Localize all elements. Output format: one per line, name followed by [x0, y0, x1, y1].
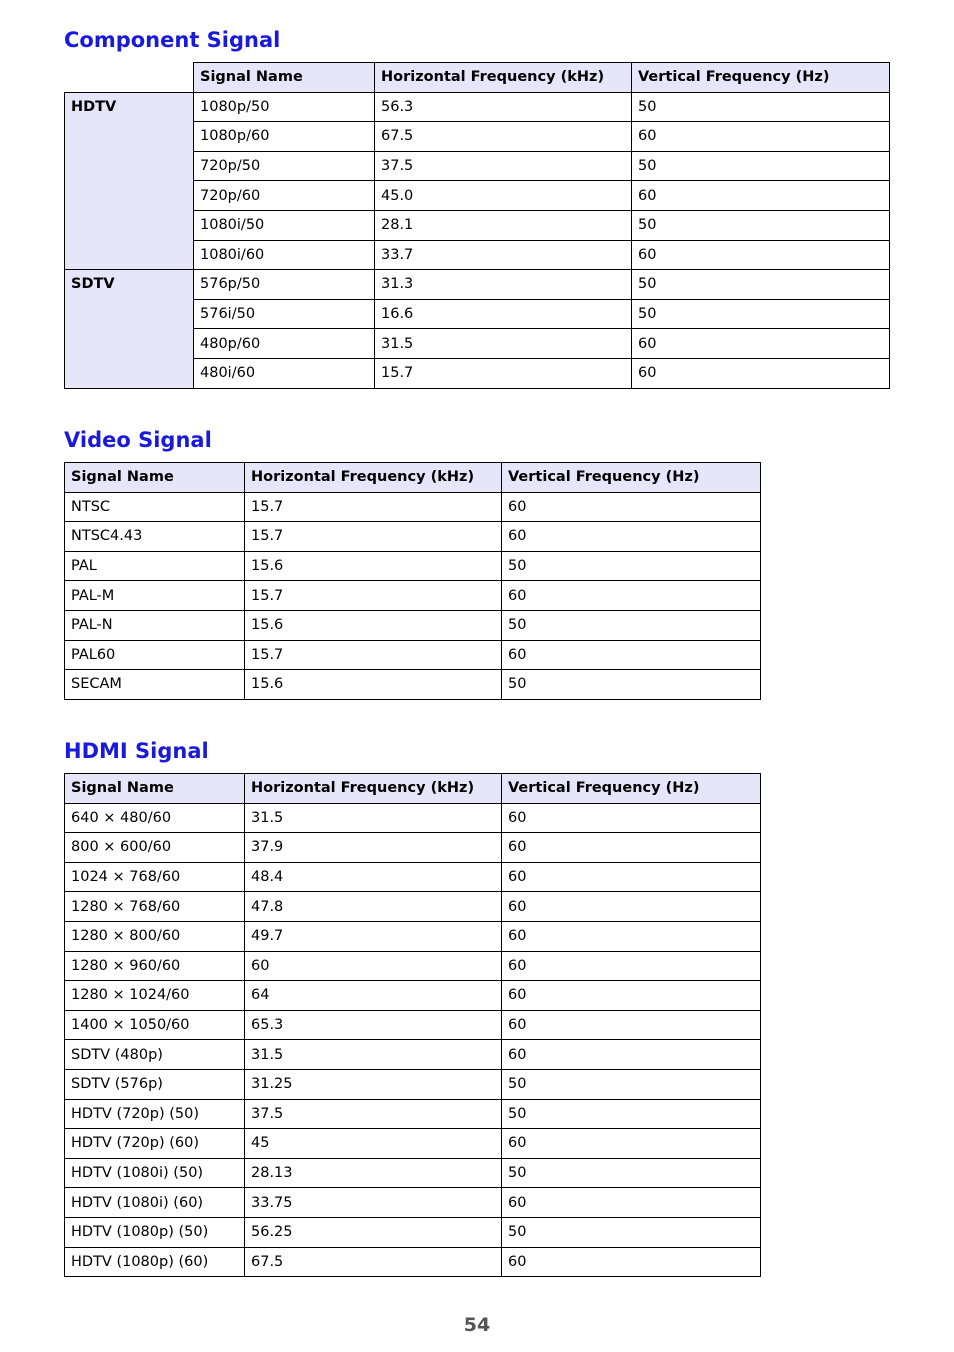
table-cell: 576i/50 — [194, 299, 375, 329]
table-cell: 65.3 — [245, 1010, 502, 1040]
table-row — [65, 581, 761, 611]
column-header: Signal Name — [65, 463, 245, 493]
table-cell: 15.6 — [245, 551, 502, 581]
table-row — [65, 951, 761, 981]
table-cell: HDTV (720p) (50) — [65, 1099, 245, 1129]
table-cell: 640 × 480/60 — [65, 803, 245, 833]
table-cell: NTSC — [65, 492, 245, 522]
table-cell: 60 — [502, 892, 761, 922]
column-header: Horizontal Frequency (kHz) — [245, 774, 502, 804]
table-row — [65, 1247, 761, 1277]
table-cell: 60 — [502, 1040, 761, 1070]
table-row — [65, 670, 761, 700]
table-cell: 28.13 — [245, 1158, 502, 1188]
table-cell: 50 — [632, 151, 890, 181]
table-cell: 15.7 — [245, 492, 502, 522]
table-cell: 31.5 — [375, 329, 632, 359]
table-cell: 37.9 — [245, 833, 502, 863]
table-row — [65, 921, 761, 951]
table-row — [65, 1158, 761, 1188]
table-cell: HDTV (1080p) (50) — [65, 1217, 245, 1247]
table-cell: 1280 × 960/60 — [65, 951, 245, 981]
table-row — [65, 1188, 761, 1218]
table-row — [65, 270, 890, 300]
table-cell: 60 — [502, 1129, 761, 1159]
table-cell: 1400 × 1050/60 — [65, 1010, 245, 1040]
table-cell: 15.6 — [245, 610, 502, 640]
column-header: Horizontal Frequency (kHz) — [245, 463, 502, 493]
table-cell: 15.7 — [245, 640, 502, 670]
column-header: Vertical Frequency (Hz) — [502, 774, 761, 804]
table-row — [65, 803, 761, 833]
table-cell: 50 — [502, 551, 761, 581]
table-cell: 1280 × 1024/60 — [65, 981, 245, 1011]
table-cell: SDTV (480p) — [65, 1040, 245, 1070]
table-cell: 480p/60 — [194, 329, 375, 359]
table-cell: 60 — [502, 492, 761, 522]
signal-group-label: SDTV — [65, 270, 194, 388]
hdmi-signal-table — [64, 773, 761, 1277]
table-cell: 15.7 — [375, 358, 632, 388]
table-cell: 50 — [632, 299, 890, 329]
table-cell: PAL60 — [65, 640, 245, 670]
table-row — [65, 981, 761, 1011]
table-cell: 1280 × 800/60 — [65, 921, 245, 951]
table-cell: 60 — [502, 921, 761, 951]
table-cell: 60 — [502, 1010, 761, 1040]
table-cell: 60 — [502, 1247, 761, 1277]
table-cell: 45.0 — [375, 181, 632, 211]
table-cell: 50 — [502, 1158, 761, 1188]
table-cell: 50 — [632, 210, 890, 240]
table-cell: 480i/60 — [194, 358, 375, 388]
table-cell: 37.5 — [245, 1099, 502, 1129]
table-cell: 33.7 — [375, 240, 632, 270]
table-cell: 50 — [502, 610, 761, 640]
table-cell: 45 — [245, 1129, 502, 1159]
column-header: Signal Name — [194, 63, 375, 93]
table-cell: PAL — [65, 551, 245, 581]
table-row — [65, 92, 890, 122]
hdmi-signal-title: HDMI Signal — [64, 739, 209, 763]
table-cell: 15.6 — [245, 670, 502, 700]
table-cell: 56.25 — [245, 1217, 502, 1247]
table-cell: 1024 × 768/60 — [65, 862, 245, 892]
table-cell: 50 — [502, 1099, 761, 1129]
table-cell: 28.1 — [375, 210, 632, 240]
table-cell: 60 — [632, 358, 890, 388]
table-cell: 1080i/50 — [194, 210, 375, 240]
table-cell: 31.25 — [245, 1069, 502, 1099]
table-row — [65, 1129, 761, 1159]
page-number: 54 — [463, 1314, 491, 1336]
column-header: Vertical Frequency (Hz) — [632, 63, 890, 93]
column-header: Signal Name — [65, 774, 245, 804]
component-signal-title: Component Signal — [64, 28, 281, 52]
table-cell: 60 — [502, 862, 761, 892]
table-cell: 60 — [502, 522, 761, 552]
table-cell: 720p/50 — [194, 151, 375, 181]
table-cell: 1280 × 768/60 — [65, 892, 245, 922]
table-row — [65, 610, 761, 640]
table-cell: 800 × 600/60 — [65, 833, 245, 863]
table-cell: 50 — [632, 92, 890, 122]
table-cell: 60 — [502, 833, 761, 863]
table-cell: 67.5 — [245, 1247, 502, 1277]
table-row — [65, 1040, 761, 1070]
table-cell: 1080p/50 — [194, 92, 375, 122]
table-cell: 31.5 — [245, 1040, 502, 1070]
table-row — [65, 1010, 761, 1040]
table-row — [65, 1099, 761, 1129]
table-cell: 60 — [502, 981, 761, 1011]
table-cell: 60 — [502, 951, 761, 981]
table-cell: 50 — [632, 270, 890, 300]
table-row — [65, 1217, 761, 1247]
table-cell: 16.6 — [375, 299, 632, 329]
component-signal-body — [65, 92, 890, 388]
video-signal-table — [64, 462, 761, 700]
table-cell: HDTV (1080p) (60) — [65, 1247, 245, 1277]
table-cell: 50 — [502, 670, 761, 700]
table-cell: 64 — [245, 981, 502, 1011]
table-cell: 720p/60 — [194, 181, 375, 211]
table-cell: 576p/50 — [194, 270, 375, 300]
table-row — [65, 1069, 761, 1099]
table-cell: 15.7 — [245, 522, 502, 552]
table-row — [65, 492, 761, 522]
table-cell: 60 — [632, 329, 890, 359]
hdmi-signal-body — [65, 803, 761, 1277]
table-row — [65, 833, 761, 863]
table-cell: PAL-M — [65, 581, 245, 611]
table-cell: 50 — [502, 1217, 761, 1247]
table-header-row — [65, 63, 890, 93]
table-cell: 60 — [632, 122, 890, 152]
table-cell: 49.7 — [245, 921, 502, 951]
table-cell: 37.5 — [375, 151, 632, 181]
component-signal-table — [64, 62, 890, 389]
table-cell: 60 — [502, 803, 761, 833]
table-row — [65, 551, 761, 581]
table-cell: SECAM — [65, 670, 245, 700]
empty-corner-cell — [65, 63, 194, 93]
table-cell: 60 — [632, 181, 890, 211]
column-header: Horizontal Frequency (kHz) — [375, 63, 632, 93]
table-cell: 60 — [502, 581, 761, 611]
table-row — [65, 892, 761, 922]
table-cell: 60 — [632, 240, 890, 270]
table-cell: SDTV (576p) — [65, 1069, 245, 1099]
table-cell: 33.75 — [245, 1188, 502, 1218]
table-row — [65, 862, 761, 892]
table-cell: 31.5 — [245, 803, 502, 833]
table-cell: 15.7 — [245, 581, 502, 611]
table-cell: 31.3 — [375, 270, 632, 300]
table-cell: HDTV (1080i) (60) — [65, 1188, 245, 1218]
table-header-row — [65, 463, 761, 493]
signal-group-label: HDTV — [65, 92, 194, 270]
table-header-row — [65, 774, 761, 804]
table-cell: NTSC4.43 — [65, 522, 245, 552]
table-cell: PAL-N — [65, 610, 245, 640]
column-header: Vertical Frequency (Hz) — [502, 463, 761, 493]
video-signal-body — [65, 492, 761, 699]
table-cell: 1080p/60 — [194, 122, 375, 152]
table-cell: 56.3 — [375, 92, 632, 122]
table-cell: 60 — [245, 951, 502, 981]
video-signal-title: Video Signal — [64, 428, 212, 452]
table-cell: 60 — [502, 1188, 761, 1218]
table-row — [65, 640, 761, 670]
table-cell: 47.8 — [245, 892, 502, 922]
table-cell: 67.5 — [375, 122, 632, 152]
table-cell: HDTV (720p) (60) — [65, 1129, 245, 1159]
table-cell: 48.4 — [245, 862, 502, 892]
table-cell: 1080i/60 — [194, 240, 375, 270]
table-row — [65, 522, 761, 552]
table-cell: HDTV (1080i) (50) — [65, 1158, 245, 1188]
table-cell: 60 — [502, 640, 761, 670]
table-cell: 50 — [502, 1069, 761, 1099]
